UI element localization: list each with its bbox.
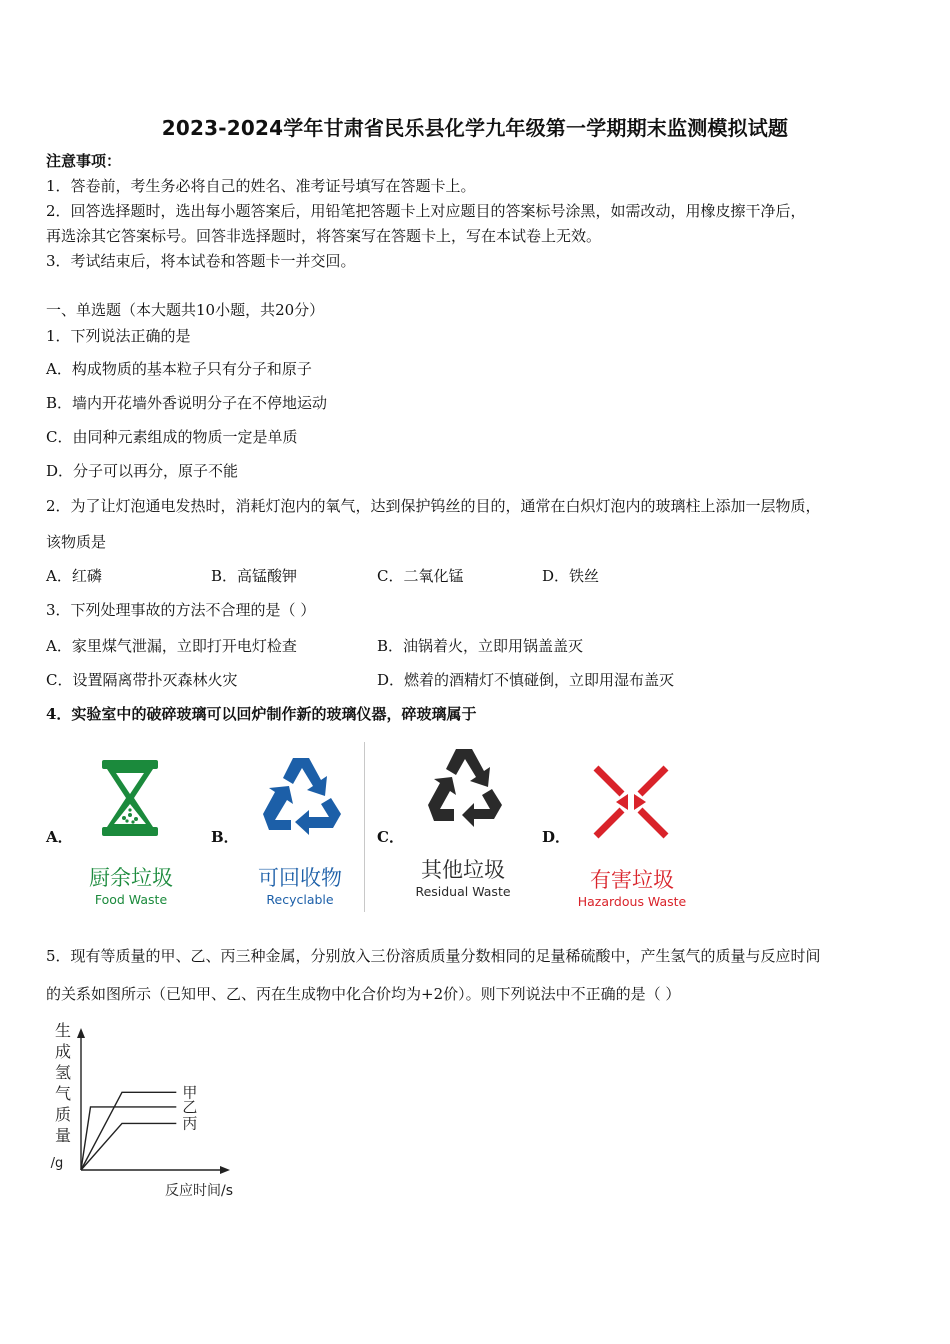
q3-option-a: A．家里煤气泄漏，立即打开电灯检查 bbox=[46, 637, 297, 655]
y-axis-label-char: 质 bbox=[54, 1105, 72, 1124]
q2-stem-line1: 2．为了让灯泡通电发热时，消耗灯泡内的氧气，达到保护钨丝的目的，通常在白炽灯泡内的玻璃柱上添加一层物质， bbox=[46, 497, 821, 515]
q1-option-b: B．墙内开花墙外香说明分子在不停地运动 bbox=[46, 394, 328, 412]
q2-stem-line2: 该物质是 bbox=[46, 533, 107, 551]
food-waste-icon bbox=[96, 758, 164, 838]
q4-option-d-letter: D． bbox=[542, 828, 571, 846]
notice-item: 3．考试结束后，将本试卷和答题卡一并交回。 bbox=[46, 252, 356, 270]
series-label-1: 乙 bbox=[182, 1097, 198, 1116]
y-axis-unit: /g bbox=[50, 1156, 64, 1171]
notice-item: 2．回答选择题时，选出每小题答案后，用铅笔把答题卡上对应题目的答案标号涂黑，如需改动，用橡皮擦干净后， bbox=[46, 202, 806, 220]
residual-waste-cn: 其他垃圾 bbox=[421, 858, 505, 882]
q4-option-a-letter: A． bbox=[46, 828, 73, 846]
q3-option-b: B．油锅着火，立即用锅盖盖灭 bbox=[377, 637, 584, 655]
q2-option-c: C．二氧化锰 bbox=[377, 567, 464, 585]
food-waste-cn: 厨余垃圾 bbox=[89, 866, 173, 890]
series-line-1 bbox=[81, 1107, 176, 1170]
q5-stem-line2: 的关系如图所示（已知甲、乙、丙在生成物中化合价均为+2价）。则下列说法中不正确的是（ ） bbox=[46, 985, 681, 1003]
hazardous-waste-cn: 有害垃圾 bbox=[590, 868, 674, 892]
q4-option-b-letter: B． bbox=[211, 828, 239, 846]
hazardous-waste-en: Hazardous Waste bbox=[577, 894, 687, 909]
y-axis-label-char: 量 bbox=[54, 1126, 72, 1145]
y-axis-label-char: 成 bbox=[54, 1042, 72, 1061]
series-line-2 bbox=[81, 1123, 176, 1170]
q4-stem: 4．实验室中的破碎玻璃可以回炉制作新的玻璃仪器，碎玻璃属于 bbox=[46, 705, 477, 723]
q2-option-d: D．铁丝 bbox=[542, 567, 600, 585]
section-heading: 一、单选题（本大题共10小题，共20分） bbox=[46, 301, 325, 319]
hazardous-waste-icon bbox=[592, 764, 670, 840]
q1-option-c: C．由同种元素组成的物质一定是单质 bbox=[46, 428, 298, 446]
q3-stem: 3．下列处理事故的方法不合理的是（ ） bbox=[46, 601, 316, 619]
y-axis-label-char: 氢 bbox=[54, 1063, 72, 1082]
y-axis-label-char: 生 bbox=[54, 1021, 72, 1040]
q3-option-d: D．燃着的酒精灯不慎碰倒，立即用湿布盖灭 bbox=[377, 671, 675, 689]
page-title: 2023-2024学年甘肃省民乐县化学九年级第一学期期末监测模拟试题 bbox=[161, 116, 789, 140]
food-waste-en: Food Waste bbox=[94, 892, 168, 907]
q2-option-a: A．红磷 bbox=[46, 567, 102, 585]
series-label-0: 甲 bbox=[182, 1083, 198, 1102]
hydrogen-mass-chart bbox=[44, 1018, 264, 1208]
notice-item: 再选涂其它答案标号。回答非选择题时，将答案写在答题卡上，写在本试卷上无效。 bbox=[46, 227, 602, 245]
q5-stem-line1: 5．现有等质量的甲、乙、丙三种金属，分别放入三份溶质质量分数相同的足量稀硫酸中，产生氢气的质量与反应时间 bbox=[46, 947, 821, 965]
q2-option-b: B．高锰酸钾 bbox=[211, 567, 298, 585]
series-line-0 bbox=[81, 1092, 176, 1170]
q1-option-a: A．构成物质的基本粒子只有分子和原子 bbox=[46, 360, 312, 378]
residual-waste-en: Residual Waste bbox=[415, 884, 511, 899]
q3-option-c: C．设置隔离带扑灭森林火灾 bbox=[46, 671, 238, 689]
notice-item: 1．答卷前，考生务必将自己的姓名、准考证号填写在答题卡上。 bbox=[46, 177, 476, 195]
x-axis-arrow bbox=[220, 1166, 230, 1174]
q4-option-c-letter: C． bbox=[377, 828, 404, 846]
recyclable-en: Recyclable bbox=[266, 892, 334, 907]
series-label-2: 丙 bbox=[182, 1114, 198, 1133]
notice-heading: 注意事项： bbox=[46, 152, 122, 170]
recyclable-cn: 可回收物 bbox=[258, 866, 342, 890]
y-axis-label-char: 气 bbox=[54, 1084, 72, 1103]
q1-option-d: D．分子可以再分，原子不能 bbox=[46, 462, 239, 480]
y-axis-arrow bbox=[77, 1028, 85, 1038]
recyclable-icon bbox=[255, 752, 347, 836]
q1-stem: 1．下列说法正确的是 bbox=[46, 327, 191, 345]
x-axis-label: 反应时间/s bbox=[164, 1183, 234, 1199]
residual-waste-icon bbox=[422, 745, 506, 833]
